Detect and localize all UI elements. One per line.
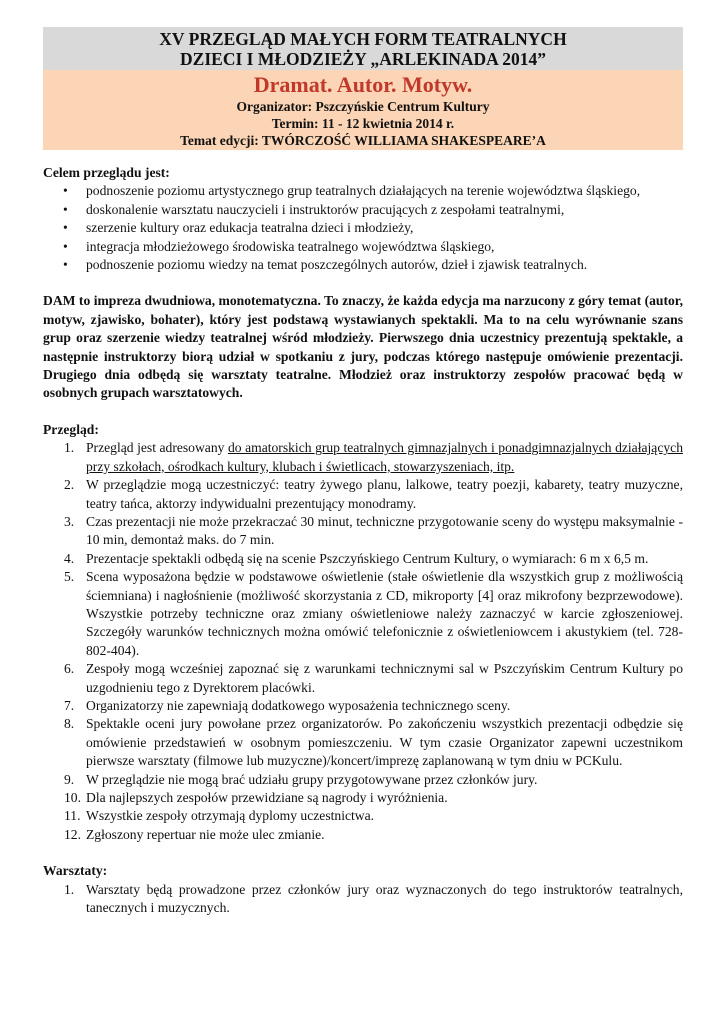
goal-text: integracja młodzieżowego środowiska teatralnego województwa śląskiego, [86, 238, 495, 254]
list-item [43, 550, 683, 568]
item-number: 1. [64, 881, 75, 897]
workshops-title: Warsztaty: [43, 863, 108, 879]
item-number: 5. [64, 569, 75, 585]
item-number: 10. [64, 790, 81, 805]
item-number: 12. [64, 826, 81, 842]
list-item [43, 715, 683, 770]
workshops-list [43, 881, 683, 918]
workshop-item-text: Warsztaty będą prowadzone przez członków jury oraz wyznaczonych do tego instruktorów teatralnych, tanecznych i muzycznych. [86, 881, 683, 916]
bullet-icon: • [63, 183, 68, 199]
list-item [43, 807, 683, 825]
goal-text: szerzenie kultury oraz edukacja teatralna dzieci i młodzieży, [86, 220, 414, 236]
event-title: Dramat. Autor. Motyw. [253, 72, 473, 97]
goal-text: podnoszenie poziomu artystycznego grup teatralnych działających na terenie województwa śląskiego, [86, 183, 641, 199]
list-item [43, 238, 683, 256]
review-list [43, 439, 683, 844]
review-item-text: Scena wyposażona będzie w podstawowe oświetlenie (stałe oświetlenie dla wszystkich grup z możliwością ściemniana) i nagłośnienie (możliwość skorzystania z CD, mikroporty [4] oraz mikrofony bezprzewodowe). Wszystkie potrzeby techniczne oraz zmiany oświetleniowe należy zaznaczyć w karcie zgłoszeniowej. Szczegóły warunków technicznych można omówić telefonicznie z oświetleniowcem i akustykiem (tel. 728-802-404). [86, 569, 683, 658]
item-number: 9. [64, 771, 75, 787]
item-number: 7. [64, 697, 75, 713]
theme-line: Temat edycji: TWÓRCZOŚĆ WILLIAMA SHAKESPEARE’A [180, 133, 546, 148]
bullet-icon: • [63, 257, 68, 273]
review-item-prefix: Przegląd jest adresowany [86, 440, 228, 456]
review-item-text: Dla najlepszych zespołów przewidziane są nagrody i wyróżnienia. [86, 790, 448, 805]
list-item [43, 476, 683, 513]
goal-text: podnoszenie poziomu wiedzy na temat poszczególnych autorów, dzieł i zjawisk teatralnych. [86, 257, 588, 273]
review-item-text: Organizatorzy nie zapewniają dodatkowego wyposażenia technicznego sceny. [86, 697, 511, 713]
list-item [43, 182, 683, 200]
header-title-block [43, 27, 683, 70]
dates-line: Termin: 11 - 12 kwietnia 2014 r. [271, 116, 455, 131]
list-item [43, 256, 683, 274]
document-body [43, 164, 683, 917]
list-item [43, 513, 683, 550]
list-item [43, 771, 683, 789]
review-item-text: W przeglądzie nie mogą brać udziału grupy przygotowywane przez członków jury. [86, 771, 538, 787]
item-number: 3. [64, 513, 75, 529]
organizer-line: Organizator: Pszczyńskie Centrum Kultury [236, 99, 490, 114]
item-number: 1. [64, 440, 75, 456]
header-line-2: DZIECI I MŁODZIEŻY „ARLEKINADA 2014” [180, 49, 546, 69]
list-item [43, 439, 683, 476]
bullet-icon: • [63, 238, 68, 254]
item-number: 11. [64, 808, 81, 824]
list-item [43, 881, 683, 918]
review-item-text: Spektakle oceni jury powołane przez organizatorów. Po zakończeniu wszystkich prezentacji odbędzie się omówienie przedstawień w osobnym pomieszczeniu. W tym czasie Organizator zapewni uczestnikom pierwsze warsztaty (filmowe lub muzyczne)/koncert/imprezę zaplanowaną w tym dniu w PCKulu. [86, 716, 683, 769]
list-item [43, 697, 683, 715]
review-item-text: Zespoły mogą wcześniej zapoznać się z warunkami technicznymi sal w Pszczyńskim Centrum Kultury po uzgodnieniu tego z Dyrektorem placówki. [86, 661, 683, 695]
bullet-icon: • [63, 220, 68, 236]
list-item [43, 568, 683, 660]
review-title: Przegląd: [43, 421, 99, 437]
intro-paragraph: DAM to impreza dwudniowa, monotematyczna. To znaczy, że każda edycja ma narzucony z góry temat (autor, motyw, zjawisko, bohater), który jest podstawą wystawianych spektakli. Ma to na celu wyrównanie szans grup oraz szerzenie wiedzy teatralnej wśród młodzieży. Pierwszego dnia uczestnicy prezentują spektakle, a następnie instruktorzy biorą udział w spotkaniu z jury, podczas którego następuje omówienie prezentacji. Drugiego dnia odbędą się warsztaty teatralne. Młodzież oraz instruktorzy zespołów pracować będą w osobnych grupach warsztatowych. [43, 293, 683, 401]
list-item [43, 789, 683, 807]
goals-list [43, 182, 683, 274]
list-item [43, 219, 683, 237]
item-number: 8. [64, 716, 75, 732]
review-item-text: Prezentacje spektakli odbędą się na scenie Pszczyńskiego Centrum Kultury, o wymiarach: 6 m x 6,5 m. [86, 550, 649, 566]
header-line-1: XV PRZEGLĄD MAŁYCH FORM TEATRALNYCH [159, 29, 567, 49]
review-item-text: Wszystkie zespoły otrzymają dyplomy uczestnictwa. [86, 808, 375, 824]
item-number: 4. [64, 550, 75, 566]
item-number: 6. [64, 661, 75, 677]
goal-text: doskonalenie warsztatu nauczycieli i instruktorów pracujących z zespołami teatralnymi, [86, 201, 565, 217]
bullet-icon: • [63, 201, 68, 217]
goals-title: Celem przeglądu jest: [43, 165, 170, 180]
list-item [43, 201, 683, 219]
list-item [43, 660, 683, 697]
list-item [43, 826, 683, 844]
review-item-text: Zgłoszony repertuar nie może ulec zmianie. [86, 826, 325, 842]
item-number: 2. [64, 477, 75, 493]
header-info-block [43, 70, 683, 150]
review-item-text: W przeglądzie mogą uczestniczyć: teatry żywego planu, lalkowe, teatry poezji, kabarety, teatry muzyczne, teatry tańca, aktorzy indywidualni prezentujący monodramy. [86, 477, 683, 511]
review-item-text: Czas prezentacji nie może przekraczać 30 minut, techniczne przygotowanie sceny do występu maksymalnie - 10 min, demontaż maks. do 7 min. [86, 513, 683, 548]
review-item-underlined: do amatorskich grup teatralnych gimnazjalnych i ponadgimnazjalnych działających przy szkołach, ośrodkach kultury, klubach i świetlicach, stowarzyszeniach, itp. [86, 440, 683, 474]
